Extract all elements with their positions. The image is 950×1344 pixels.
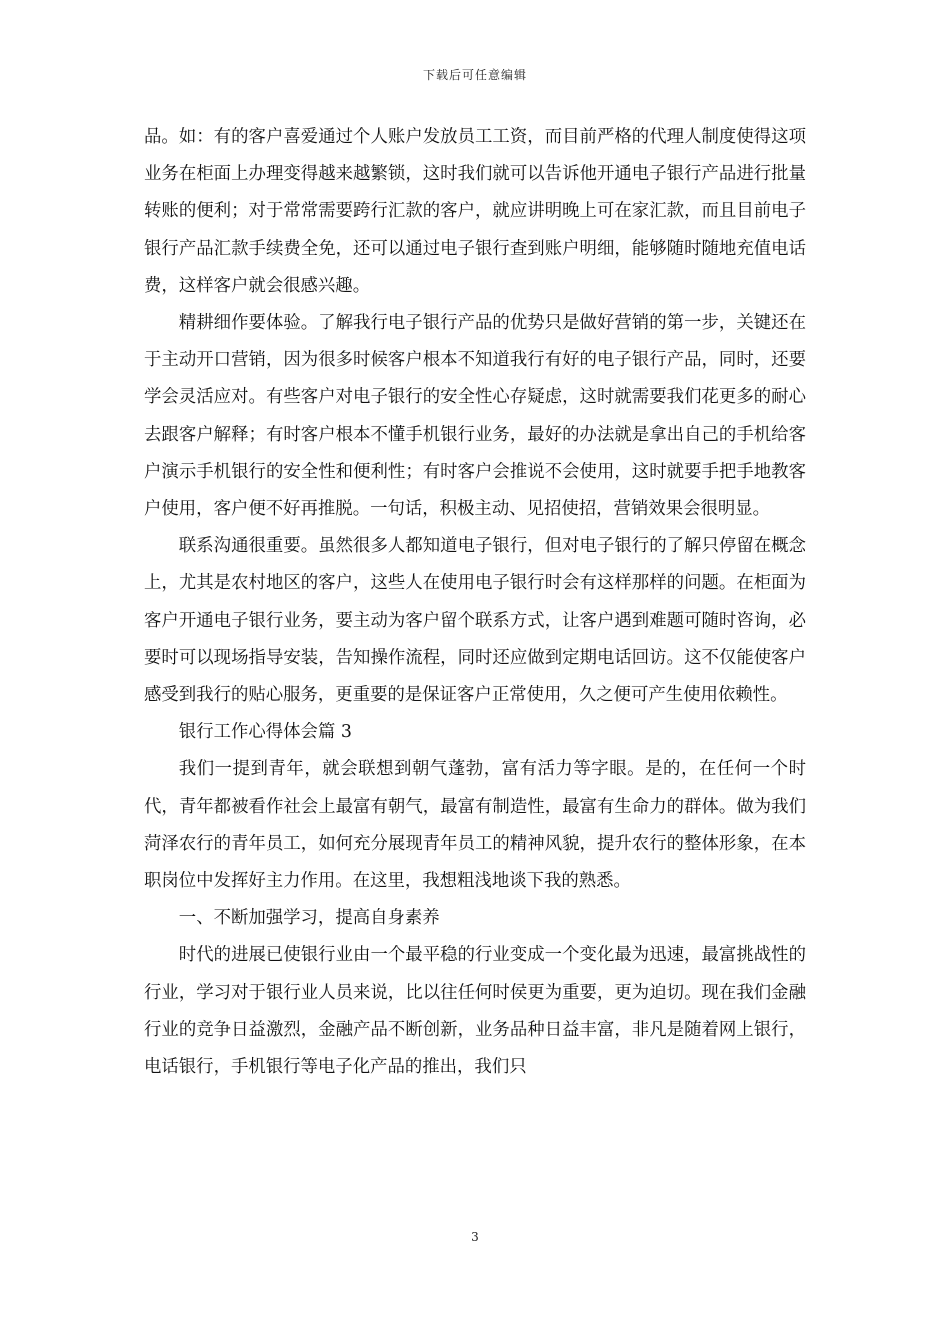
section-title: 银行工作心得体会篇 3 <box>178 722 352 743</box>
page-number: 3 <box>471 1230 479 1244</box>
section-intro-paragraph: 我们一提到青年，就会联想到朝气蓬勃，富有活力等字眼。是的，在任何一个时代，青年都被看作社会上最富有朝气，最富有制造性，最富有生命力的群体。做为我们菏泽农行的青年员工，如何充分展现青年员工的精神风貌，提升农行的整体形象，在本职岗位中发挥好主力作用。在这里，我想粗浅地谈下我的熟悉。 <box>144 759 806 892</box>
paragraph-communication: 联系沟通很重要。虽然很多人都知道电子银行，但对电子银行的了解只停留在概念上，尤其是农村地区的客户，这些人在使用电子银行时会有这样那样的问题。在柜面为客户开通电子银行业务，要主动为客户留个联系方式，让客户遇到难题可随时咨询，必要时可以现场指导安装，告知操作流程，同时还应做到定期电话回访。这不仅能使客户感受到我行的贴心服务，更重要的是保证客户正常使用，久之便可产生使用依赖性。 <box>144 536 806 706</box>
document-body <box>144 119 806 1086</box>
paragraph-experience: 精耕细作要体验。了解我行电子银行产品的优势只是做好营销的第一步，关键还在于主动开口营销，因为很多时候客户根本不知道我行有好的电子银行产品，同时，还要学会灵活应对。有些客户对电子银行的安全性心存疑虑，这时就需要我们花更多的耐心去跟客户解释；有时客户根本不懂手机银行业务，最好的办法就是拿出自己的手机给客户演示手机银行的安全性和便利性；有时客户会推说不会使用，这时就要手把手地教客户使用，客户便不好再推脱。一句话，积极主动、见招使招，营销效果会很明显。 <box>144 313 806 520</box>
closing-paragraph: 时代的进展已使银行业由一个最平稳的行业变成一个变化最为迅速，最富挑战性的行业，学习对于银行业人员来说，比以往任何时侯更为重要，更为迫切。现在我们金融行业的竞争日益激烈，金融产品不断创新，业务品种日益丰富，非凡是随着网上银行，电话银行，手机银行等电子化产品的推出，我们只 <box>144 945 806 1078</box>
paragraph-continued: 品。如：有的客户喜爱通过个人账户发放员工工资，而目前严格的代理人制度使得这项业务在柜面上办理变得越来越繁锁，这时我们就可以告诉他开通电子银行产品进行批量转账的便利；对于常常需要跨行汇款的客户，就应讲明晚上可在家汇款，而且目前电子银行产品汇款手续费全免，还可以通过电子银行查到账户明细，能够随时随地充值电话费，这样客户就会很感兴趣。 <box>144 127 806 296</box>
page-header-note: 下载后可任意编辑 <box>422 68 527 82</box>
subheading: 一、不断加强学习，提高自身素养 <box>178 908 440 929</box>
